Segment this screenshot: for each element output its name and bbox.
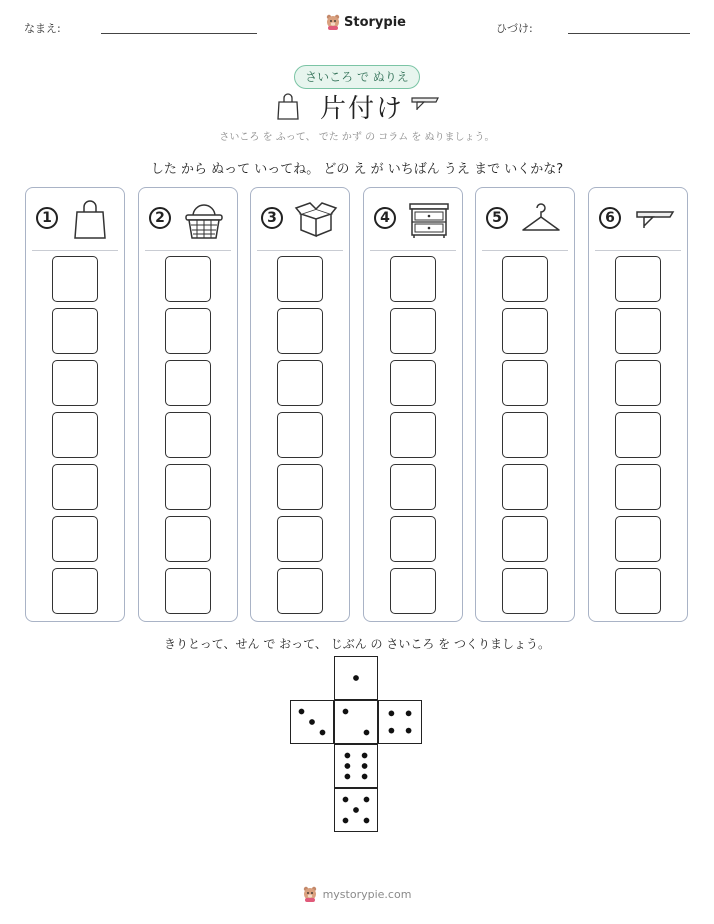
column-number: 1	[36, 207, 58, 229]
subtitle: さいころ を ふって、 でた かず の コラム を ぬりましょう。	[219, 132, 495, 143]
instruction: した から ぬって いってね。 どの え が いちばん うえ まで いくかな?	[150, 162, 564, 177]
color-cell[interactable]	[615, 464, 661, 510]
color-cell[interactable]	[165, 308, 211, 354]
column-header	[26, 188, 124, 250]
column-header	[139, 188, 237, 250]
color-cell[interactable]	[277, 256, 323, 302]
column-header	[251, 188, 349, 250]
color-cell[interactable]	[615, 568, 661, 614]
color-cell[interactable]	[502, 568, 548, 614]
cut-instruction: きりとって、せん で おって、 じぶん の さいころ を つくりましょう。	[164, 637, 550, 651]
color-cell[interactable]	[52, 568, 98, 614]
footer	[0, 886, 714, 902]
dice-face-5	[334, 788, 378, 832]
shopping-bag-icon	[276, 92, 300, 120]
color-cell[interactable]	[502, 412, 548, 458]
color-cell[interactable]	[165, 464, 211, 510]
divider	[145, 250, 231, 251]
name-line	[101, 33, 257, 34]
color-cell[interactable]	[390, 568, 436, 614]
color-cell[interactable]	[390, 516, 436, 562]
column-5	[475, 187, 575, 622]
color-cell[interactable]	[390, 360, 436, 406]
divider	[257, 250, 343, 251]
color-cell[interactable]	[165, 360, 211, 406]
column-number: 4	[374, 207, 396, 229]
box-icon	[293, 198, 339, 240]
column-4	[363, 187, 463, 622]
bear-icon	[326, 14, 340, 30]
brand-name: Storypie	[344, 14, 406, 30]
color-cell[interactable]	[502, 360, 548, 406]
dice-face-2	[334, 700, 378, 744]
column-1	[25, 187, 125, 622]
column-6	[588, 187, 688, 622]
color-cell[interactable]	[165, 568, 211, 614]
shelf-icon	[408, 96, 442, 116]
color-cell[interactable]	[390, 308, 436, 354]
column-2	[138, 187, 238, 622]
footer-url[interactable]: mystorypie.com	[322, 887, 412, 901]
color-cell[interactable]	[615, 516, 661, 562]
color-cell[interactable]	[502, 308, 548, 354]
column-number: 5	[486, 207, 508, 229]
color-cell[interactable]	[277, 516, 323, 562]
column-number: 2	[149, 207, 171, 229]
color-cell[interactable]	[390, 412, 436, 458]
color-cell[interactable]	[165, 516, 211, 562]
color-cell[interactable]	[390, 464, 436, 510]
dice-face-4	[378, 700, 422, 744]
column-number: 3	[261, 207, 283, 229]
brand-logo	[326, 14, 406, 30]
color-cell[interactable]	[390, 256, 436, 302]
basket-icon	[181, 198, 227, 240]
color-cell[interactable]	[615, 256, 661, 302]
color-cell[interactable]	[52, 516, 98, 562]
divider	[32, 250, 118, 251]
date-label: ひづけ:	[496, 22, 533, 35]
color-cell[interactable]	[52, 464, 98, 510]
color-cell[interactable]	[165, 412, 211, 458]
shelf-icon	[631, 198, 677, 240]
dice-face-3	[290, 700, 334, 744]
divider	[595, 250, 681, 251]
color-cell[interactable]	[52, 412, 98, 458]
color-cell[interactable]	[277, 464, 323, 510]
color-cell[interactable]	[277, 360, 323, 406]
color-cell[interactable]	[277, 568, 323, 614]
color-cell[interactable]	[165, 256, 211, 302]
column-3	[250, 187, 350, 622]
column-number: 6	[599, 207, 621, 229]
shopping-bag-icon	[68, 198, 114, 240]
color-cell[interactable]	[502, 256, 548, 302]
dice-face-6	[334, 744, 378, 788]
dice-face-1	[334, 656, 378, 700]
divider	[482, 250, 568, 251]
column-header	[589, 188, 687, 250]
color-cell[interactable]	[502, 516, 548, 562]
divider	[370, 250, 456, 251]
column-header	[476, 188, 574, 250]
hanger-icon	[518, 198, 564, 240]
color-cell[interactable]	[615, 308, 661, 354]
bear-icon	[303, 886, 317, 902]
color-cell[interactable]	[502, 464, 548, 510]
page-title: 片付け	[320, 94, 405, 124]
date-line	[568, 33, 690, 34]
color-cell[interactable]	[52, 360, 98, 406]
dresser-icon	[406, 198, 452, 240]
activity-pill: さいころ で ぬりえ	[294, 65, 420, 89]
color-cell[interactable]	[52, 256, 98, 302]
color-cell[interactable]	[277, 308, 323, 354]
column-header	[364, 188, 462, 250]
name-label: なまえ:	[24, 22, 61, 35]
color-cell[interactable]	[615, 412, 661, 458]
color-cell[interactable]	[277, 412, 323, 458]
color-cell[interactable]	[52, 308, 98, 354]
color-cell[interactable]	[615, 360, 661, 406]
